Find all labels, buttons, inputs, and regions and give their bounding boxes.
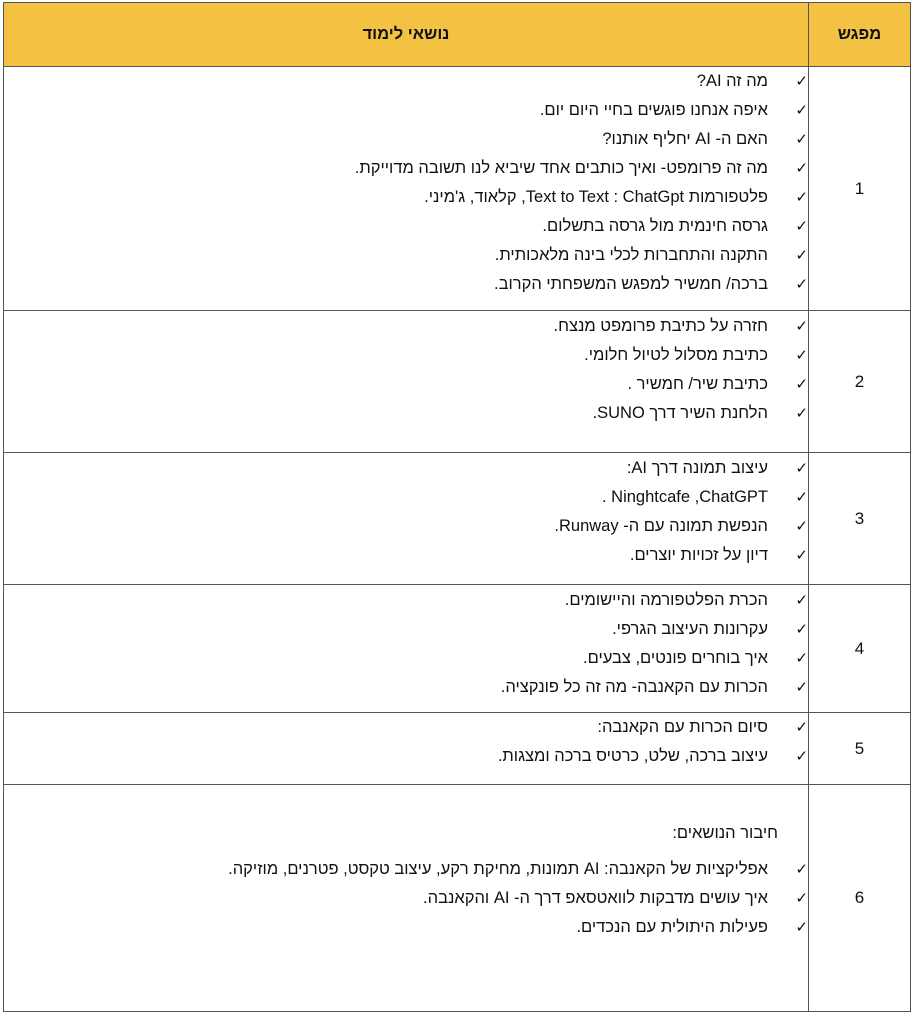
header-topics: נושאי לימוד xyxy=(4,3,809,67)
topic-list xyxy=(4,453,808,570)
list-item: ✓ איפה אנחנו פוגשים בחיי היום יום. xyxy=(4,96,808,125)
checkmark-icon: ✓ xyxy=(795,218,808,235)
checkmark-icon: ✓ xyxy=(795,131,808,148)
meeting-number: 6 xyxy=(809,785,911,1012)
curriculum-table xyxy=(3,2,911,1012)
checkmark-icon: ✓ xyxy=(795,405,808,422)
topic-list xyxy=(4,67,808,299)
list-item: ✓ גרסה חינמית מול גרסה בתשלום. xyxy=(4,212,808,241)
topic-list xyxy=(4,713,808,771)
checkmark-icon: ✓ xyxy=(795,489,808,506)
list-item: ✓ הלחנת השיר דרך SUNO. xyxy=(4,399,808,428)
table-row xyxy=(4,67,911,311)
checkmark-icon: ✓ xyxy=(795,679,808,696)
checkmark-icon: ✓ xyxy=(795,890,808,907)
checkmark-icon: ✓ xyxy=(795,376,808,393)
list-item: ✓ Ninghtcafe ,ChatGPT . xyxy=(4,483,808,512)
topics-cell xyxy=(4,785,809,1012)
checkmark-icon: ✓ xyxy=(795,318,808,335)
table-row xyxy=(4,785,911,1012)
table-row xyxy=(4,585,911,713)
checkmark-icon: ✓ xyxy=(795,547,808,564)
checkmark-icon: ✓ xyxy=(795,460,808,477)
checkmark-icon: ✓ xyxy=(795,518,808,535)
list-item: ✓ ברכה/ חמשיר למפגש המשפחתי הקרוב. xyxy=(4,270,808,299)
checkmark-icon: ✓ xyxy=(795,621,808,638)
checkmark-icon: ✓ xyxy=(795,861,808,878)
list-item: ✓ כתיבת שיר/ חמשיר . xyxy=(4,370,808,399)
topic-list xyxy=(4,585,808,702)
checkmark-icon: ✓ xyxy=(795,189,808,206)
checkmark-icon: ✓ xyxy=(795,160,808,177)
section-intro: חיבור הנושאים: xyxy=(672,824,778,842)
list-item: ✓ התקנה והתחברות לכלי בינה מלאכותית. xyxy=(4,241,808,270)
list-item: ✓ הנפשת תמונה עם ה- Runway. xyxy=(4,512,808,541)
header-meeting: מפגש xyxy=(809,3,911,67)
list-item: ✓ איך בוחרים פונטים, צבעים. xyxy=(4,644,808,673)
list-item: ✓ עקרונות העיצוב הגרפי. xyxy=(4,615,808,644)
meeting-number: 2 xyxy=(809,311,911,453)
table-row xyxy=(4,453,911,585)
topics-cell xyxy=(4,453,809,585)
list-item: ✓ עיצוב ברכה, שלט, כרטיס ברכה ומצגות. xyxy=(4,742,808,771)
meeting-number: 5 xyxy=(809,713,911,785)
list-item: ✓ פעילות היתולית עם הנכדים. xyxy=(4,913,808,942)
list-item: ✓ האם ה- AI יחליף אותנו? xyxy=(4,125,808,154)
list-item: ✓ דיון על זכויות יוצרים. xyxy=(4,541,808,570)
header-row xyxy=(4,3,911,67)
list-item: ✓ כתיבת מסלול לטיול חלומי. xyxy=(4,341,808,370)
table-row xyxy=(4,713,911,785)
checkmark-icon: ✓ xyxy=(795,919,808,936)
list-item: ✓ סיום הכרות עם הקאנבה: xyxy=(4,713,808,742)
checkmark-icon: ✓ xyxy=(795,719,808,736)
checkmark-icon: ✓ xyxy=(795,247,808,264)
topics-cell xyxy=(4,713,809,785)
list-item: ✓ מה זה AI? xyxy=(4,67,808,96)
table-row xyxy=(4,311,911,453)
list-item: ✓ חזרה על כתיבת פרומפט מנצח. xyxy=(4,312,808,341)
list-item: ✓ אפליקציות של הקאנבה: AI תמונות, מחיקת רקע, עיצוב טקסט, פטרנים, מוזיקה. xyxy=(4,855,808,884)
list-item: ✓ עיצוב תמונה דרך AI: xyxy=(4,454,808,483)
list-item: ✓ פלטפורמות Text to Text : ChatGpt, קלאוד, ג'מיני. xyxy=(4,183,808,212)
meeting-number: 4 xyxy=(809,585,911,713)
list-item: ✓ מה זה פרומפט- ואיך כותבים אחד שיביא לנו תשובה מדוייקת. xyxy=(4,154,808,183)
checkmark-icon: ✓ xyxy=(795,276,808,293)
topics-cell xyxy=(4,67,809,311)
checkmark-icon: ✓ xyxy=(795,73,808,90)
topic-list xyxy=(4,311,808,428)
checkmark-icon: ✓ xyxy=(795,650,808,667)
topics-cell xyxy=(4,311,809,453)
list-item: ✓ הכרת הפלטפורמה והיישומים. xyxy=(4,586,808,615)
checkmark-icon: ✓ xyxy=(795,592,808,609)
meeting-number: 1 xyxy=(809,67,911,311)
list-item: ✓ איך עושים מדבקות לוואטסאפ דרך ה- AI והקאנבה. xyxy=(4,884,808,913)
checkmark-icon: ✓ xyxy=(795,347,808,364)
checkmark-icon: ✓ xyxy=(795,102,808,119)
list-item: ✓ הכרות עם הקאנבה- מה זה כל פונקציה. xyxy=(4,673,808,702)
checkmark-icon: ✓ xyxy=(795,748,808,765)
topic-list xyxy=(4,855,808,942)
topics-cell xyxy=(4,585,809,713)
meeting-number: 3 xyxy=(809,453,911,585)
